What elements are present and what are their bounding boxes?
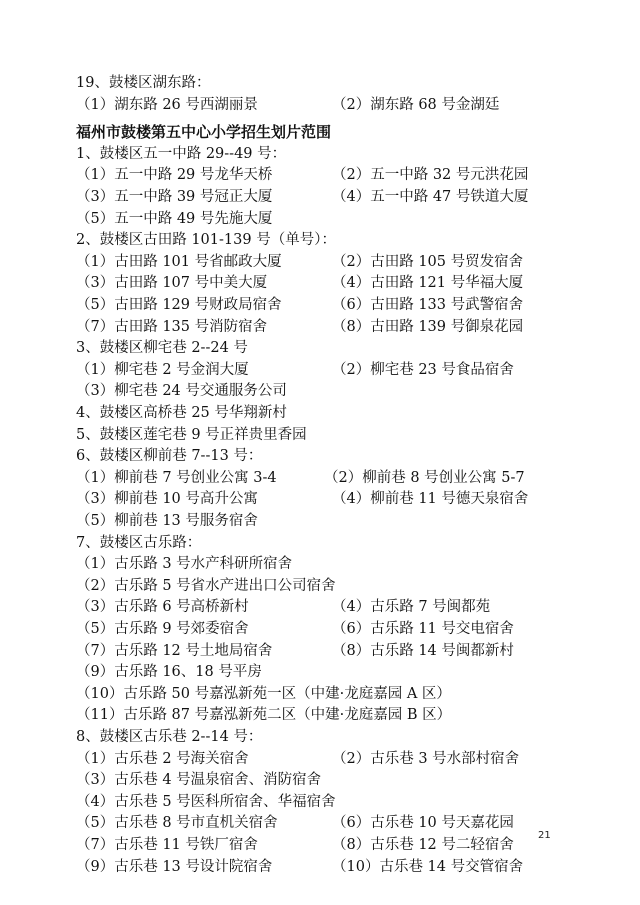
list-item: （2）五一中路 32 号元洪花园 [332, 167, 529, 184]
list-item: （1）古乐巷 2 号海关宿舍 [76, 750, 249, 767]
list-item: （6）古田路 133 号武警宿舍 [332, 297, 524, 313]
list-item: （7）古田路 135 号消防宿舍 [76, 318, 268, 335]
list-item: （2）古乐巷 3 号水部村宿舍 [332, 750, 520, 767]
list-item: （5）古乐巷 8 号市直机关宿舍 [76, 815, 278, 832]
text-line: 6、鼓楼区柳前巷 7--13 号： [76, 448, 263, 465]
list-item: （8）古乐巷 12 号二轻宿舍 [332, 837, 514, 853]
section-heading: 福州市鼓楼第五中心小学招生划片范围 [76, 123, 332, 142]
list-item: （5）古田路 129 号财政局宿舍 [76, 297, 282, 313]
list-item: （10）古乐巷 14 号交管宿舍 [332, 858, 524, 875]
page-number: 21 [538, 830, 551, 841]
list-item: （3）古田路 107 号中美大厦 [76, 275, 268, 292]
list-item: （5）古乐路 9 号郊委宿舍 [76, 621, 249, 637]
list-item: （1）柳宅巷 2 号金润大厦 [76, 361, 249, 378]
list-item: （7）古乐路 12 号土地局宿舍 [76, 642, 273, 659]
text-line: 8、鼓楼区古乐巷 2--14 号： [76, 729, 263, 745]
text-line: （10）古乐路 50 号嘉泓新苑一区（中建·龙庭嘉园 A 区） [76, 685, 451, 702]
text-line: 1、鼓楼区五一中路 29--49 号： [76, 145, 287, 162]
text-line: （3）柳宅巷 24 号交通服务公司 [76, 383, 287, 400]
text-line: （9）古乐路 16、18 号平房 [76, 664, 262, 681]
text-line: 19、鼓楼区湖东路： [76, 75, 211, 91]
list-item: （2）湖东路 68 号金湖廷 [332, 96, 500, 113]
list-item: （2）柳前巷 8 号创业公寓 5-7 [324, 469, 525, 486]
list-item: （1）湖东路 26 号西湖丽景 [76, 96, 258, 113]
list-item: （2）古田路 105 号贸发宿舍 [332, 253, 524, 270]
list-item: （6）古乐路 11 号交电宿舍 [332, 621, 514, 637]
text-line: 2、鼓楼区古田路 101-139 号（单号）： [76, 232, 336, 249]
text-line: （3）古乐巷 4 号温泉宿舍、消防宿舍 [76, 772, 322, 789]
text-line: （5）五一中路 49 号先施大厦 [76, 210, 273, 227]
text-line: 4、鼓楼区高桥巷 25 号华翔新村 [76, 405, 287, 421]
text-line: 5、鼓楼区莲宅巷 9 号正祥贵里香园 [76, 426, 307, 443]
list-item: （6）古乐巷 10 号天嘉花园 [332, 815, 514, 832]
list-item: （9）古乐巷 13 号设计院宿舍 [76, 858, 273, 875]
text-line: （4）古乐巷 5 号医科所宿舍、华福宿舍 [76, 793, 336, 810]
text-line: 7、鼓楼区古乐路： [76, 534, 202, 551]
text-line: 3、鼓楼区柳宅巷 2--24 号 [76, 340, 248, 357]
list-item: （1）古田路 101 号省邮政大厦 [76, 253, 282, 270]
list-item: （2）柳宅巷 23 号食品宿舍 [332, 361, 514, 378]
list-item: （3）五一中路 39 号冠正大厦 [76, 189, 273, 205]
list-item: （3）古乐路 6 号高桥新村 [76, 599, 249, 616]
list-item: （7）古乐巷 11 号铁厂宿舍 [76, 837, 258, 853]
text-line: （11）古乐路 87 号嘉泓新苑二区（中建·龙庭嘉园 B 区） [76, 707, 452, 724]
text-line: （5）柳前巷 13 号服务宿舍 [76, 513, 258, 529]
list-item: （4）古田路 121 号华福大厦 [332, 275, 524, 292]
list-item: （8）古乐路 14 号闽都新村 [332, 642, 514, 659]
list-item: （4）柳前巷 11 号德天泉宿舍 [332, 491, 529, 508]
list-item: （3）柳前巷 10 号高升公寓 [76, 491, 258, 508]
list-item: （8）古田路 139 号御泉花园 [332, 318, 524, 335]
list-item: （4）古乐路 7 号闽都苑 [332, 599, 491, 616]
text-line: （2）古乐路 5 号省水产进出口公司宿舍 [76, 577, 336, 594]
list-item: （4）五一中路 47 号铁道大厦 [332, 189, 529, 205]
list-item: （1）柳前巷 7 号创业公寓 3-4 [76, 469, 277, 486]
list-item: （1）五一中路 29 号龙华天桥 [76, 167, 273, 184]
text-line: （1）古乐路 3 号水产科研所宿舍 [76, 556, 293, 573]
